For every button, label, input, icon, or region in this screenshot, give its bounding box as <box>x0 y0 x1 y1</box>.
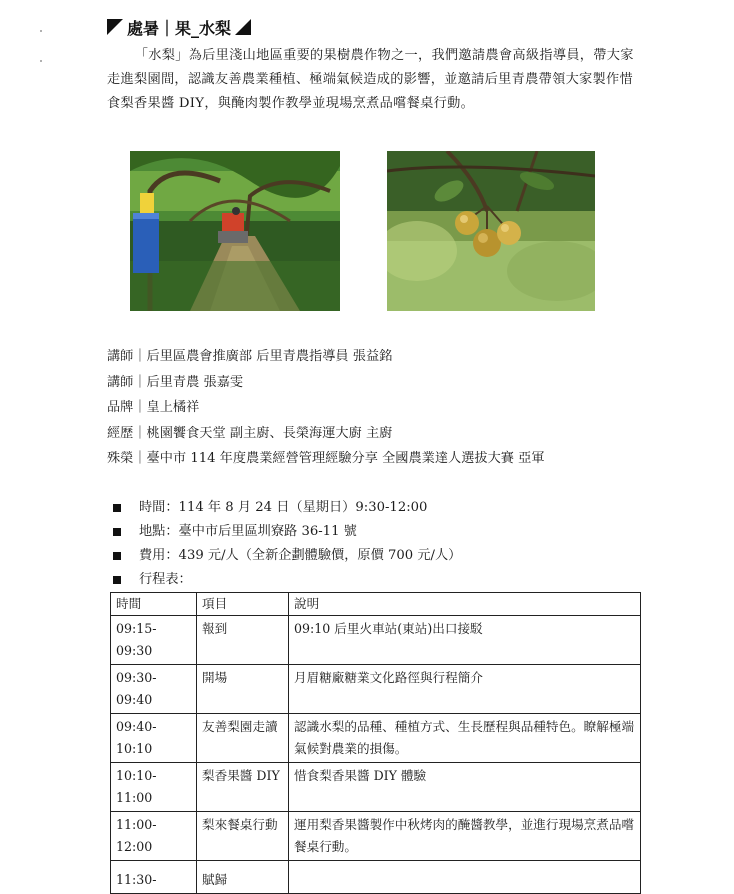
speaker-info <box>107 344 647 472</box>
cell-description: 認識水梨的品種、種植方式、生長歷程與品種特色。瞭解極端氣候對農業的損傷。 <box>289 714 641 763</box>
cell-time: 10:10-11:00 <box>111 763 197 812</box>
bullet-square-icon <box>113 552 121 560</box>
table-row <box>111 812 641 861</box>
header-description: 說明 <box>289 593 641 616</box>
triangle-right-icon <box>235 19 251 35</box>
cell-description: 惜食梨香果醬 DIY 體驗 <box>289 763 641 812</box>
info-line-speaker-1: 講師｜后里區農會推廣部 后里青農指導員 張益銘 <box>107 349 393 364</box>
detail-time-text: 時間：114 年 8 月 24 日（星期日）9:30-12:00 <box>139 500 428 515</box>
cell-time: 09:30-09:40 <box>111 665 197 714</box>
table-row <box>111 763 641 812</box>
cell-description: 09:10 后里火車站(東站)出口接駁 <box>289 616 641 665</box>
bullet-square-icon <box>113 504 121 512</box>
cell-time: 09:40-10:10 <box>111 714 197 763</box>
table-row <box>111 616 641 665</box>
cell-item: 梨來餐桌行動 <box>197 812 289 861</box>
cell-time: 11:00-12:00 <box>111 812 197 861</box>
triangle-left-icon <box>107 19 123 35</box>
schedule-table <box>110 592 641 894</box>
table-row <box>111 665 641 714</box>
detail-schedule-text: 行程表： <box>139 572 192 587</box>
info-line-brand: 品牌｜皇上橘祥 <box>107 400 200 415</box>
event-details <box>107 496 647 592</box>
cell-item: 友善梨園走讀 <box>197 714 289 763</box>
cell-description <box>289 861 641 894</box>
cell-time: 09:15-09:30 <box>111 616 197 665</box>
header-time: 時間 <box>111 593 197 616</box>
cell-item: 開場 <box>197 665 289 714</box>
cell-item: 報到 <box>197 616 289 665</box>
intro-paragraph: 「水梨」為后里淺山地區重要的果樹農作物之一，我們邀請農會高級指導員，帶大家走進梨園間，認識友善農業種植、極端氣候造成的影響，並邀請后里青農帶領大家製作惜食梨香果醬 DIY，與醃肉製作教學並現場烹煮品嚐餐桌行動。 <box>107 48 634 111</box>
detail-fee <box>107 544 647 568</box>
detail-location-text: 地點：臺中市后里區圳寮路 36-11 號 <box>139 524 357 539</box>
table-header-row <box>111 593 641 616</box>
scan-speck <box>40 30 42 32</box>
pear-photo <box>387 151 595 311</box>
orchard-photo <box>130 151 340 311</box>
info-line-award: 殊榮｜臺中市 114 年度農業經營管理經驗分享 全國農業達人選拔大賽 亞軍 <box>107 451 545 466</box>
header-item: 項目 <box>197 593 289 616</box>
table-row <box>111 714 641 763</box>
title-text: 處暑｜果_水梨 <box>127 18 232 38</box>
cell-time: 11:30- <box>111 861 197 894</box>
section-title <box>107 16 251 38</box>
cell-description: 月眉糖廠糖業文化路徑與行程簡介 <box>289 665 641 714</box>
cell-item: 賦歸 <box>197 861 289 894</box>
bullet-square-icon <box>113 528 121 536</box>
cell-description: 運用梨香果醬製作中秋烤肉的醃醬教學，並進行現場烹煮品嚐餐桌行動。 <box>289 812 641 861</box>
detail-time <box>107 496 647 520</box>
cell-item: 梨香果醬 DIY <box>197 763 289 812</box>
info-line-experience: 經歷｜桃園饗食天堂 副主廚、長榮海運大廚 主廚 <box>107 425 393 441</box>
detail-location <box>107 520 647 544</box>
detail-fee-text: 費用：439 元/人（全新企劃體驗價，原價 700 元/人） <box>139 548 462 563</box>
info-line-speaker-2: 講師｜后里青農 張嘉雯 <box>107 374 244 390</box>
detail-schedule-heading <box>107 568 647 592</box>
table-row <box>111 861 641 894</box>
bullet-square-icon <box>113 576 121 584</box>
scan-speck <box>40 60 42 62</box>
